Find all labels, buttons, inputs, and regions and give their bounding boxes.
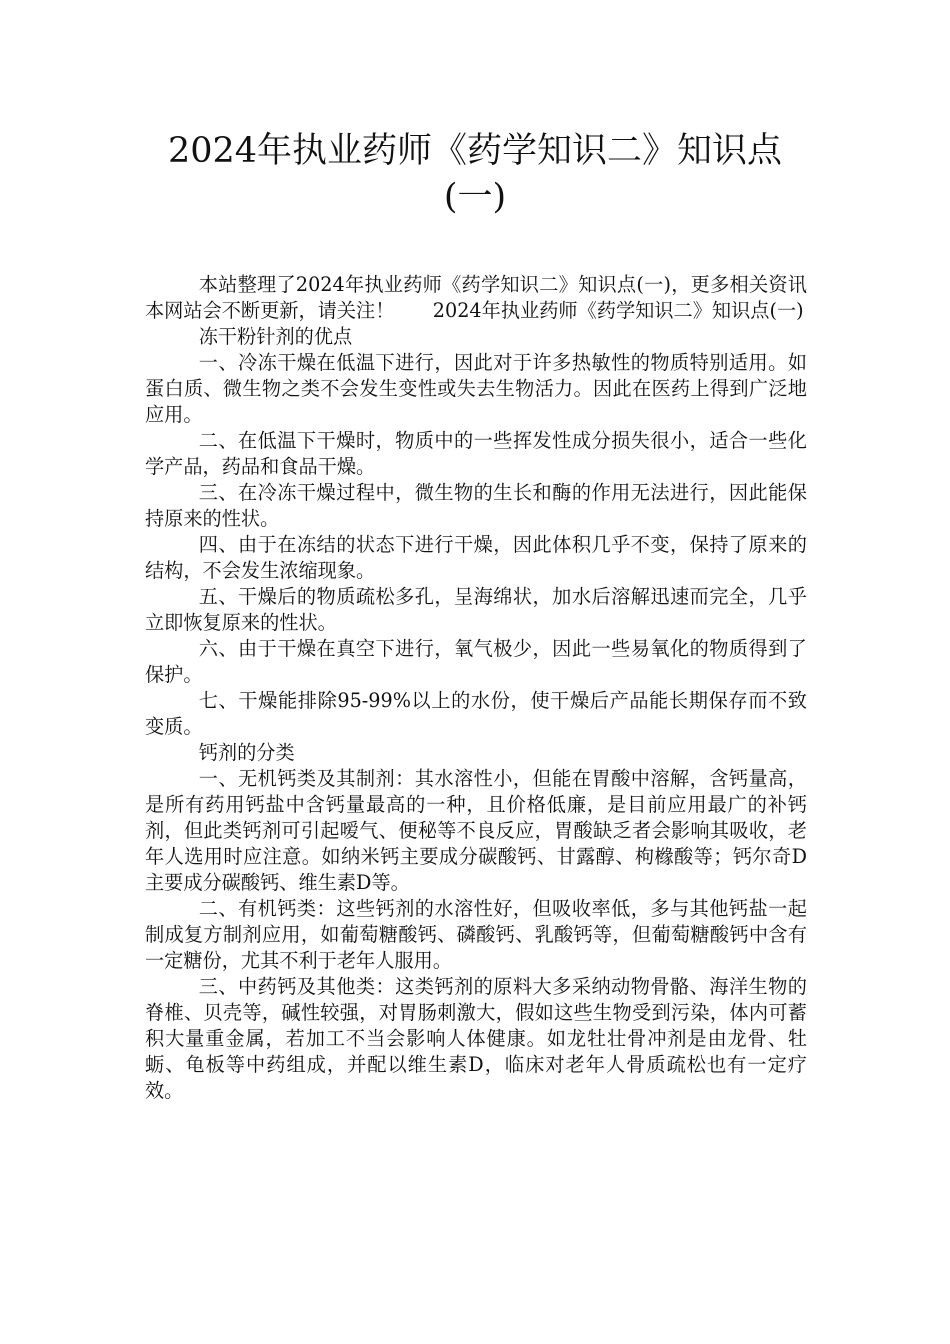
section-heading-calcium: 钙剂的分类 bbox=[198, 741, 295, 764]
title-line-1: 2024年执业药师《药学知识二》知识点 bbox=[167, 131, 783, 171]
paragraph: 六、由于干燥在真空下进行，氧气极少，因此一些易氧化的物质得到了保护。 bbox=[145, 637, 807, 686]
paragraph: 四、由于在冻结的状态下进行干燥，因此体积几乎不变，保持了原来的结构，不会发生浓缩现象。 bbox=[145, 533, 807, 582]
paragraph: 一、无机钙类及其制剂：其水溶性小，但能在胃酸中溶解，含钙量高，是所有药用钙盐中含钙量最高的一种，且价格低廉，是目前应用最广的补钙剂，但此类钙剂可引起嗳气、便秘等不良反应，胃酸缺乏者会影响其吸收，老年人选用时应注意。如纳米钙主要成分碳酸钙、甘露醇、枸橼酸等；钙尔奇D主要成分碳酸钙、维生素D等。 bbox=[145, 767, 807, 894]
paragraph: 一、冷冻干燥在低温下进行，因此对于许多热敏性的物质特别适用。如蛋白质、微生物之类不会发生变性或失去生物活力。因此在医药上得到广泛地应用。 bbox=[145, 351, 807, 426]
section-heading-freeze-dried: 冻干粉针剂的优点 bbox=[198, 325, 353, 348]
paragraph: 三、中药钙及其他类：这类钙剂的原料大多采纳动物骨骼、海洋生物的脊椎、贝壳等，碱性较强，对胃肠刺激大，假如这些生物受到污染，体内可蓄积大量重金属，若加工不当会影响人体健康。如龙牡壮骨冲剂是由龙骨、牡蛎、龟板等中药组成，并配以维生素D，临床对老年人骨质疏松也有一定疗效。 bbox=[145, 975, 807, 1102]
intro-paragraph: 本站整理了2024年执业药师《药学知识二》知识点(一)，更多相关资讯本网站会不断更新，请关注！ 2024年执业药师《药学知识二》知识点(一) bbox=[145, 273, 807, 322]
paragraph: 二、在低温下干燥时，物质中的一些挥发性成分损失很小，适合一些化学产品，药品和食品干燥。 bbox=[145, 429, 807, 478]
paragraph: 三、在冷冻干燥过程中，微生物的生长和酶的作用无法进行，因此能保持原来的性状。 bbox=[145, 481, 807, 530]
document-body bbox=[145, 272, 807, 1104]
paragraph: 五、干燥后的物质疏松多孔，呈海绵状，加水后溶解迅速而完全，几乎立即恢复原来的性状。 bbox=[145, 585, 807, 634]
title-line-2: (一) bbox=[443, 177, 507, 217]
paragraph: 七、干燥能排除95-99%以上的水份，使干燥后产品能长期保存而不致变质。 bbox=[145, 689, 807, 738]
paragraph: 二、有机钙类：这些钙剂的水溶性好，但吸收率低，多与其他钙盐一起制成复方制剂应用，如葡萄糖酸钙、磷酸钙、乳酸钙等，但葡萄糖酸钙中含有一定糖份，尤其不利于老年人服用。 bbox=[145, 897, 807, 972]
document-title bbox=[145, 128, 805, 220]
